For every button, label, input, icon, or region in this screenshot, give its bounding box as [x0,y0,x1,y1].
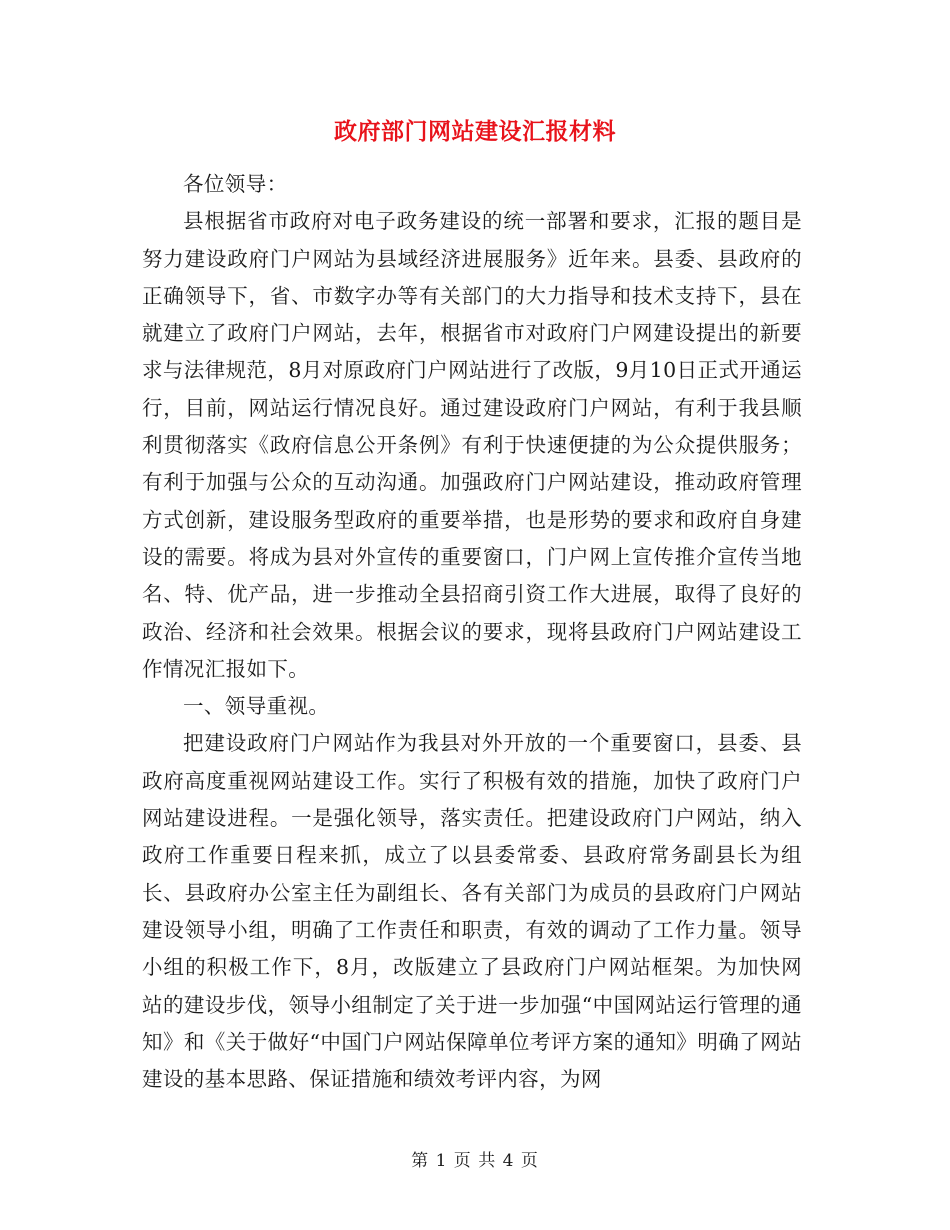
page-number-footer: 第 1 页 共 4 页 [411,1151,539,1171]
section-heading: 一、领导重视。 [183,694,330,719]
intro-paragraph: 县根据省市政府对电子政务建设的统一部署和要求，汇报的题目是努力建设政府门户网站为县域经济进展服务》近年来。县委、县政府的正确领导下，省、市数字办等有关部门的大力指导和技术支持下，县在就建立了政府门户网站，去年，根据省市对政府门户网建设提出的新要求与法律规范，8月对原政府门户网站进行了改版，9月10日正式开通运行，目前，网站运行情况良好。通过建设政府门户网站，有利于我县顺利贯彻落实《政府信息公开条例》有利于快速便捷的为公众提供服务；有利于加强与公众的互动沟通。加强政府门户网站建设，推动政府管理方式创新，建设服务型政府的重要举措，也是形势的要求和政府自身建设的需要。将成为县对外宣传的重要窗口，门户网上宣传推介宣传当地名、特、优产品，进一步推动全县招商引资工作大进展，取得了良好的政治、经济和社会效果。根据会议的要求，现将县政府门户网站建设工作情况汇报如下。 [142,209,802,681]
section-paragraph: 把建设政府门户网站作为我县对外开放的一个重要窗口，县委、县政府高度重视网站建设工作。实行了积极有效的措施，加快了政府门户网站建设进程。一是强化领导，落实责任。把建设政府门户网站，纳入政府工作重要日程来抓，成立了以县委常委、县政府常务副县长为组长、县政府办公室主任为副组长、各有关部门为成员的县政府门户网站建设领导小组，明确了工作责任和职责，有效的调动了工作力量。领导小组的积极工作下，8月，改版建立了县政府门户网站框架。为加快网站的建设步伐，领导小组制定了关于进一步加强“中国网站运行管理的通知》和《关于做好“中国门户网站保障单位考评方案的通知》明确了网站建设的基本思路、保证措施和绩效考评内容，为网 [142,731,802,1092]
salutation-paragraph: 各位领导： [183,172,288,196]
document-title: 政府部门网站建设汇报材料 [334,118,616,145]
document-body [142,166,802,1098]
